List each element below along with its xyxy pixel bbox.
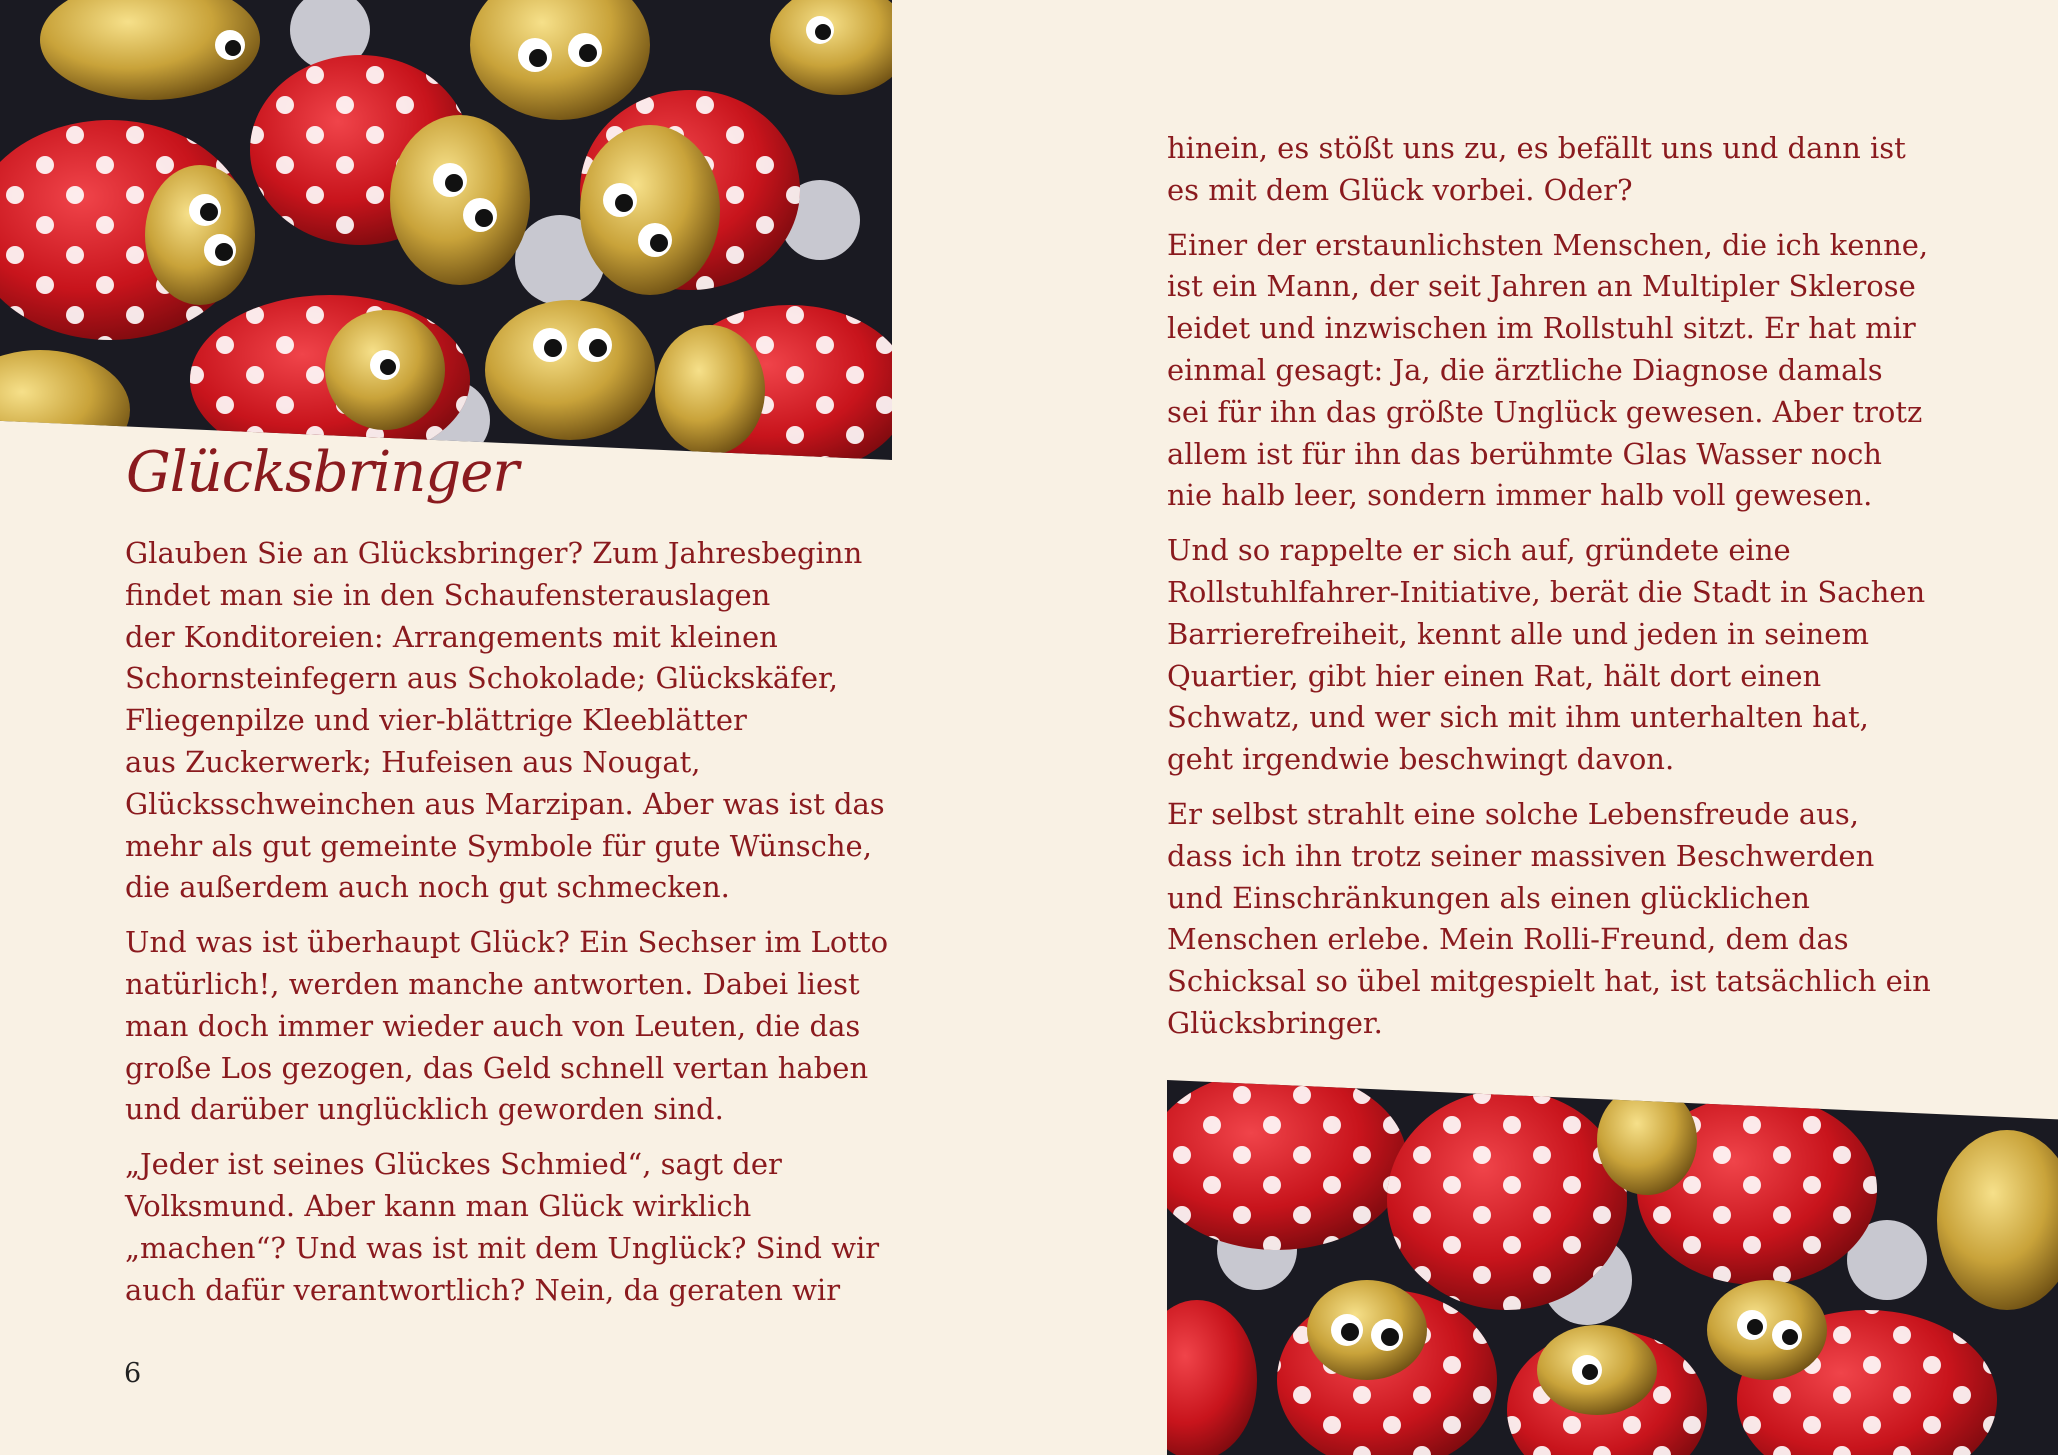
ladybug-photo-bottom [1167,1080,2058,1455]
right-text-column [1167,128,1967,1058]
ladybug-photo-top [0,0,892,460]
paragraph: Einer der erstaunlichsten Menschen, die ich kenne, ist ein Mann, der seit Jahren an Multipler Sklerose leidet und inzwischen im Rollstuhl sitzt. Er hat mir einmal gesagt: Ja, die ärztliche Diagnose damals sei für ihn das größte Unglück gewesen. Aber trotz allem ist für ihn das berühmte Glas Wasser noch nie halb leer, sondern immer halb voll gewesen. [1167,227,1929,513]
paragraph: Und so rappelte er sich auf, gründete eine Rollstuhlfahrer-Initiative, berät die Stadt in Sachen Barrierefreiheit, kennt alle und jeden in seinem Quartier, gibt hier einen Rat, hält dort einen Schwatz, und wer sich mit ihm unterhalten hat, geht irgendwie beschwingt davon. [1167,533,1926,777]
paragraph: Er selbst strahlt eine solche Lebensfreude aus, dass ich ihn trotz seiner massiven Beschwerden und Einschränkungen als einen glücklichen Menschen erlebe. Mein Rolli-Freund, dem das Schicksal so übel mitgespielt hat, ist tatsächlich ein Glücksbringer. [1167,796,1931,1040]
paragraph: Glauben Sie an Glücksbringer? Zum Jahresbeginn findet man sie in den Schaufensterauslagen der Konditoreien: Arrangements mit kleinen Schornsteinfegern aus Schokolade; Glückskäfer, Fliegenpilze und vier-blättrige Kleeblätter aus Zuckerwerk; Hufeisen aus Nougat, Glücksschweinchen aus Marzipan. Aber was ist das mehr als gut gemeinte Symbole für gute Wünsche, die außerdem auch noch gut schmecken. [125,536,885,905]
ladybug-illustration-2 [1167,1080,2058,1455]
paragraph: Und was ist überhaupt Glück? Ein Sechser im Lotto natürlich!, werden manche antworten. Dabei liest man doch immer wieder auch von Leuten, die das große Los gezogen, das Geld schnell vertan haben und darüber unglücklich geworden sind. [125,925,889,1127]
paragraph: hinein, es stößt uns zu, es befällt uns und dann ist es mit dem Glück vorbei. Oder? [1167,131,1906,207]
page-number: 6 [124,1358,142,1389]
left-text-column [125,533,915,1324]
ladybug-illustration [0,0,892,460]
chapter-title: Glücksbringer [126,440,519,505]
paragraph: „Jeder ist seines Glückes Schmied“, sagt der Volksmund. Aber kann man Glück wirklich „machen“? Und was ist mit dem Unglück? Sind wir auch dafür verantwortlich? Nein, da geraten wir [125,1147,880,1307]
